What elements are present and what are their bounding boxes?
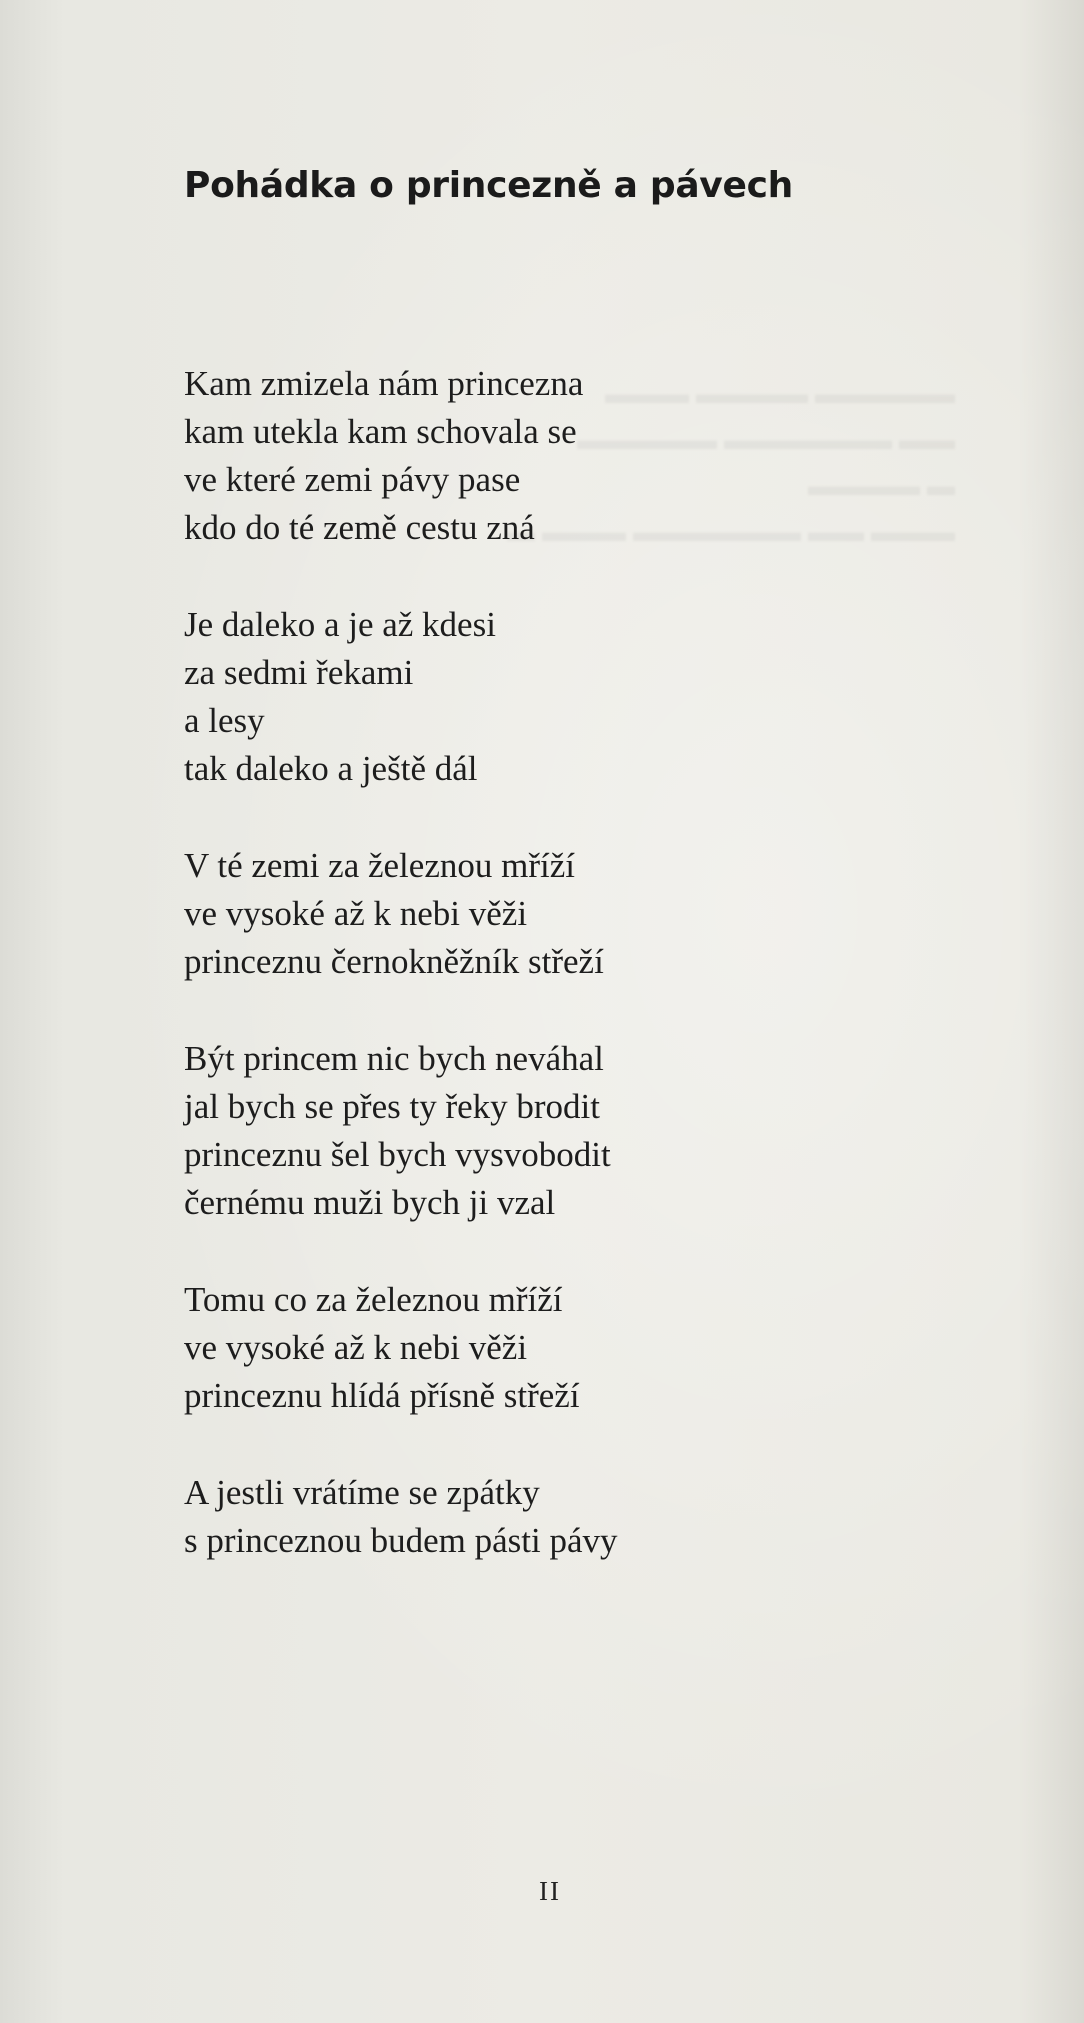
- poem-line: ve vysoké až k nebi věži: [184, 894, 528, 933]
- poem-body: [184, 360, 618, 1614]
- poem-line: princeznu černokněžník střeží: [184, 942, 604, 981]
- stanza: [184, 1469, 618, 1565]
- stanza: [184, 1035, 618, 1227]
- poem-line: Je daleko a je až kdesi: [184, 605, 496, 644]
- page-number: II: [539, 1876, 561, 1906]
- poem-line: tak daleko a ještě dál: [184, 749, 478, 788]
- poem-line: Tomu co za železnou mříží: [184, 1280, 563, 1319]
- stanza: [184, 842, 618, 986]
- poem-line: kdo do té země cestu zná: [184, 508, 535, 547]
- poem-line: kam utekla kam schovala se: [184, 412, 577, 451]
- poem-line: černému muži bych ji vzal: [184, 1183, 556, 1222]
- poem-line: Kam zmizela nám princezna: [184, 364, 584, 403]
- poem-line: A jestli vrátíme se zpátky: [184, 1473, 540, 1512]
- stanza: [184, 360, 618, 552]
- show-through-line: ▬ ▬▬▬▬: [808, 471, 955, 502]
- poem-line: a lesy: [184, 701, 265, 740]
- stanza: [184, 601, 618, 793]
- show-through-line: ▬▬▬ ▬▬ ▬▬▬▬▬▬ ▬▬▬ ▬: [507, 517, 955, 548]
- poem-title: Pohádka o princezně a pávech: [184, 165, 793, 206]
- poem-line: princeznu šel bych vysvobodit: [184, 1135, 611, 1174]
- show-through-line: ▬▬ ▬▬▬▬▬▬ ▬▬▬▬▬: [577, 425, 955, 456]
- poem-line: ve které zemi pávy pase: [184, 460, 521, 499]
- poem-line: jal bych se přes ty řeky brodit: [184, 1087, 601, 1126]
- stanza: [184, 1276, 618, 1420]
- poem-line: s princeznou budem pásti pávy: [184, 1521, 618, 1560]
- poem-line: V té zemi za železnou mříží: [184, 846, 575, 885]
- poem-line: Být princem nic bych neváhal: [184, 1039, 604, 1078]
- poem-line: princeznu hlídá přísně střeží: [184, 1376, 580, 1415]
- poem-line: ve vysoké až k nebi věži: [184, 1328, 528, 1367]
- show-through-text: [507, 372, 955, 556]
- poem-line: za sedmi řekami: [184, 653, 414, 692]
- show-through-line: ▬▬▬▬▬ ▬▬▬▬ ▬▬▬: [605, 379, 955, 410]
